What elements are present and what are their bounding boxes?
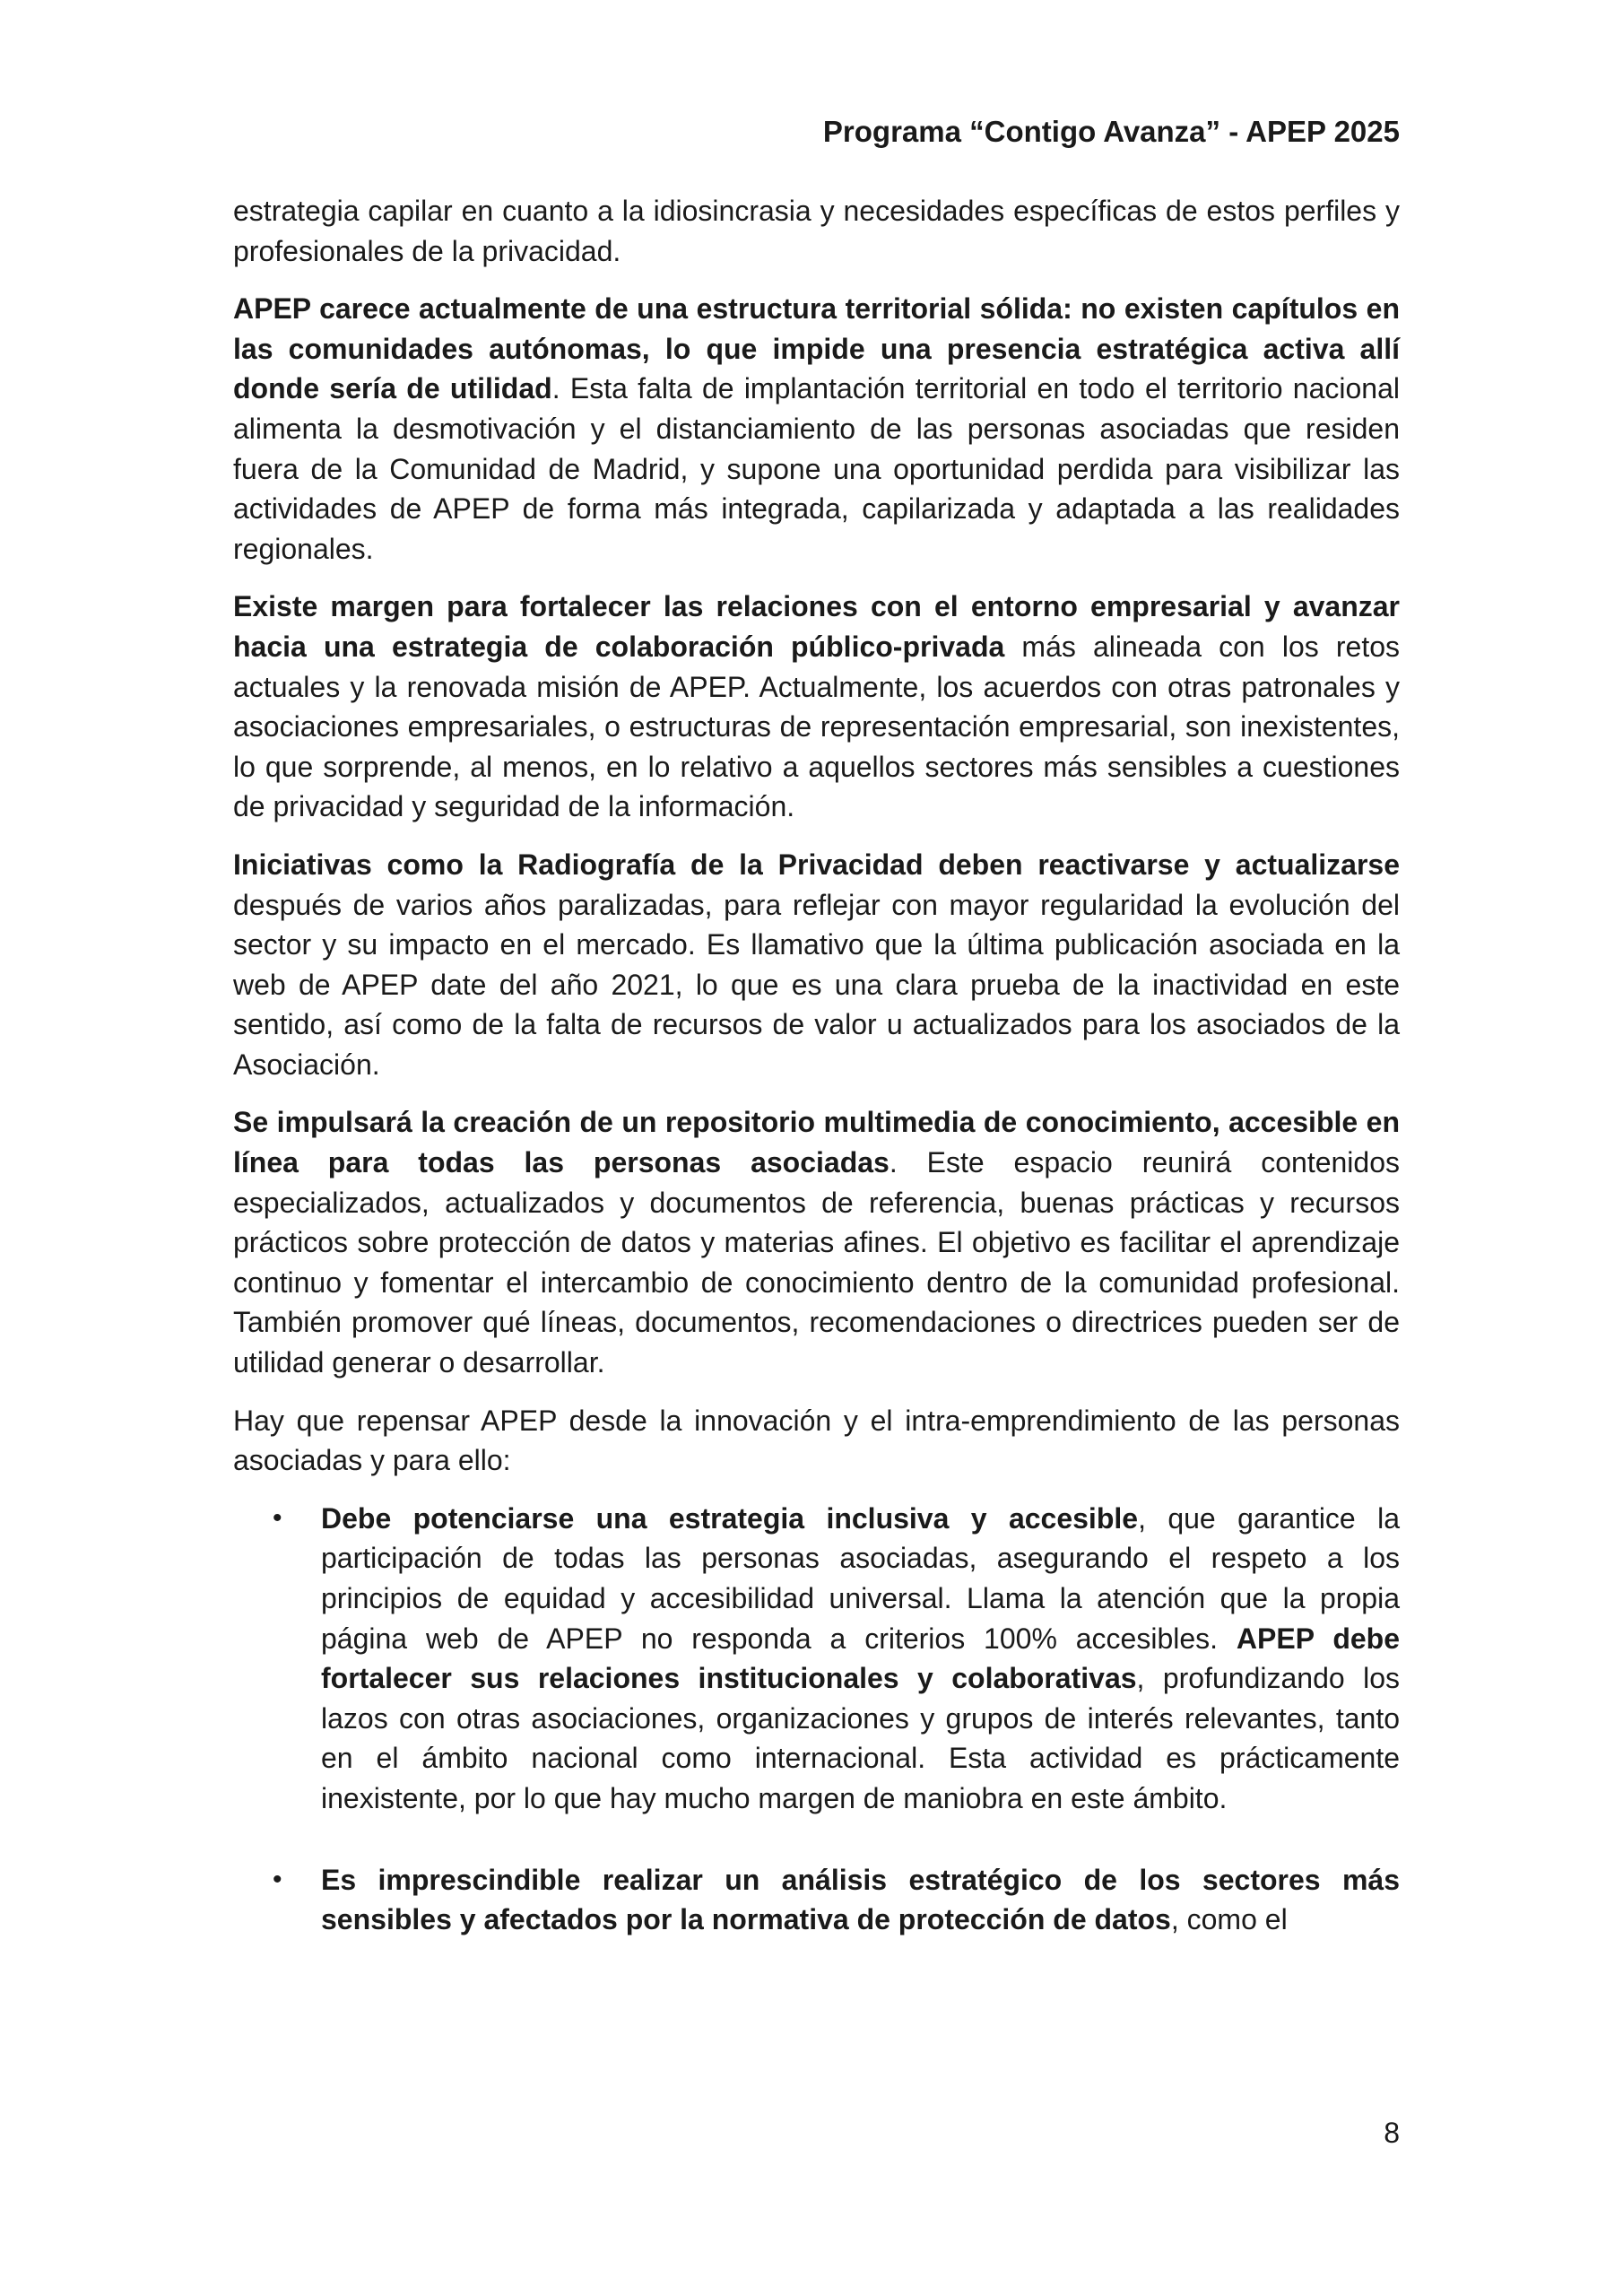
page-header-title: Programa “Contigo Avanza” - APEP 2025: [822, 115, 1400, 148]
list-item-text: , profundizando los lazos con otras asociaciones, organizaciones y grupos de interés relevantes, tanto en el ámbito nacional como internacional. Esta actividad es prácticamente inexistente, por lo que hay mucho margen de maniobra en este ámbito.: [321, 1662, 1401, 1814]
list-item: [233, 1860, 1400, 1940]
paragraph-2: [233, 289, 1400, 569]
paragraph-4: [233, 845, 1400, 1085]
bullet-icon: •: [273, 1502, 282, 1533]
paragraph-6-text: Hay que repensar APEP desde la innovación y el intra-emprendimiento de las personas asociadas y para ello:: [233, 1404, 1400, 1477]
list-item-text: , como el: [1170, 1903, 1288, 1936]
paragraph-5: [233, 1102, 1400, 1382]
paragraph-3-bold: Existe margen para fortalecer las relaciones con el entorno empresarial y avanzar hacia una estrategia de colaboración público-privada: [233, 590, 1400, 663]
paragraph-4-text: después de varios años paralizadas, para reflejar con mayor regularidad la evolución del sector y su impacto en el mercado. Es llamativo que la última publicación asociada en la web de APEP date del año 2021, lo que es una clara prueba de la inactividad en este sentido, así como de la falta de recursos de valor u actualizados para los asociados de la Asociación.: [233, 888, 1400, 1081]
paragraph-3-text: más alineada con los retos actuales y la renovada misión de APEP. Actualmente, los acuerdos con otras patronales y asociaciones empresariales, o estructuras de representación empresarial, son inexistentes, lo que sorprende, al menos, en lo relativo a aquellos sectores más sensibles a cuestiones de privacidad y seguridad de la información.: [233, 630, 1400, 823]
list-item: [233, 1499, 1400, 1819]
bullet-list: [233, 1499, 1400, 1940]
list-item-bold: Es imprescindible realizar un análisis estratégico de los sectores más sensibles y afectados por la normativa de protección de datos: [321, 1863, 1400, 1936]
paragraph-1: [233, 191, 1400, 271]
list-item-bold: APEP debe fortalecer sus relaciones institucionales y colaborativas: [321, 1622, 1401, 1695]
paragraph-2-bold: APEP carece actualmente de una estructura territorial sólida: no existen capítulos en las comunidades autónomas, lo que impide una presencia estratégica activa allí donde sería de utilidad: [233, 292, 1400, 405]
paragraph-5-text: . Este espacio reunirá contenidos especializados, actualizados y documentos de referencia, buenas prácticas y recursos prácticos sobre protección de datos y materias afines. El objetivo es facilitar el aprendizaje continuo y fomentar el intercambio de conocimiento dentro de la comunidad profesional. También promover qué líneas, documentos, recomendaciones o directrices pueden ser de utilidad generar o desarrollar.: [233, 1146, 1401, 1379]
paragraph-2-text: . Esta falta de implantación territorial en todo el territorio nacional alimenta la desmotivación y el distanciamiento de las personas asociadas que residen fuera de la Comunidad de Madrid, y supone una oportunidad perdida para visibilizar las actividades de APEP de forma más integrada, capilarizada y adaptada a las realidades regionales.: [233, 372, 1401, 565]
document-body: [233, 191, 1400, 1940]
paragraph-4-bold: Iniciativas como la Radiografía de la Privacidad deben reactivarse y actualizarse: [233, 848, 1400, 881]
list-item-text: , que garantice la participación de todas las personas asociadas, asegurando el respeto a los principios de equidad y accesibilidad universal. Llama la atención que la propia página web de APEP no responda a criterios 100% accesibles.: [321, 1501, 1401, 1655]
paragraph-6: [233, 1401, 1400, 1481]
bullet-icon: •: [273, 1864, 282, 1894]
paragraph-1-text: estrategia capilar en cuanto a la idiosincrasia y necesidades específicas de estos perfiles y profesionales de la privacidad.: [233, 195, 1400, 267]
list-item-bold: Debe potenciarse una estrategia inclusiva y accesible: [321, 1501, 1139, 1535]
paragraph-3: [233, 587, 1400, 827]
paragraph-5-bold: Se impulsará la creación de un repositorio multimedia de conocimiento, accesible en línea para todas las personas asociadas: [233, 1106, 1400, 1179]
page-number: 8: [1384, 2117, 1400, 2149]
